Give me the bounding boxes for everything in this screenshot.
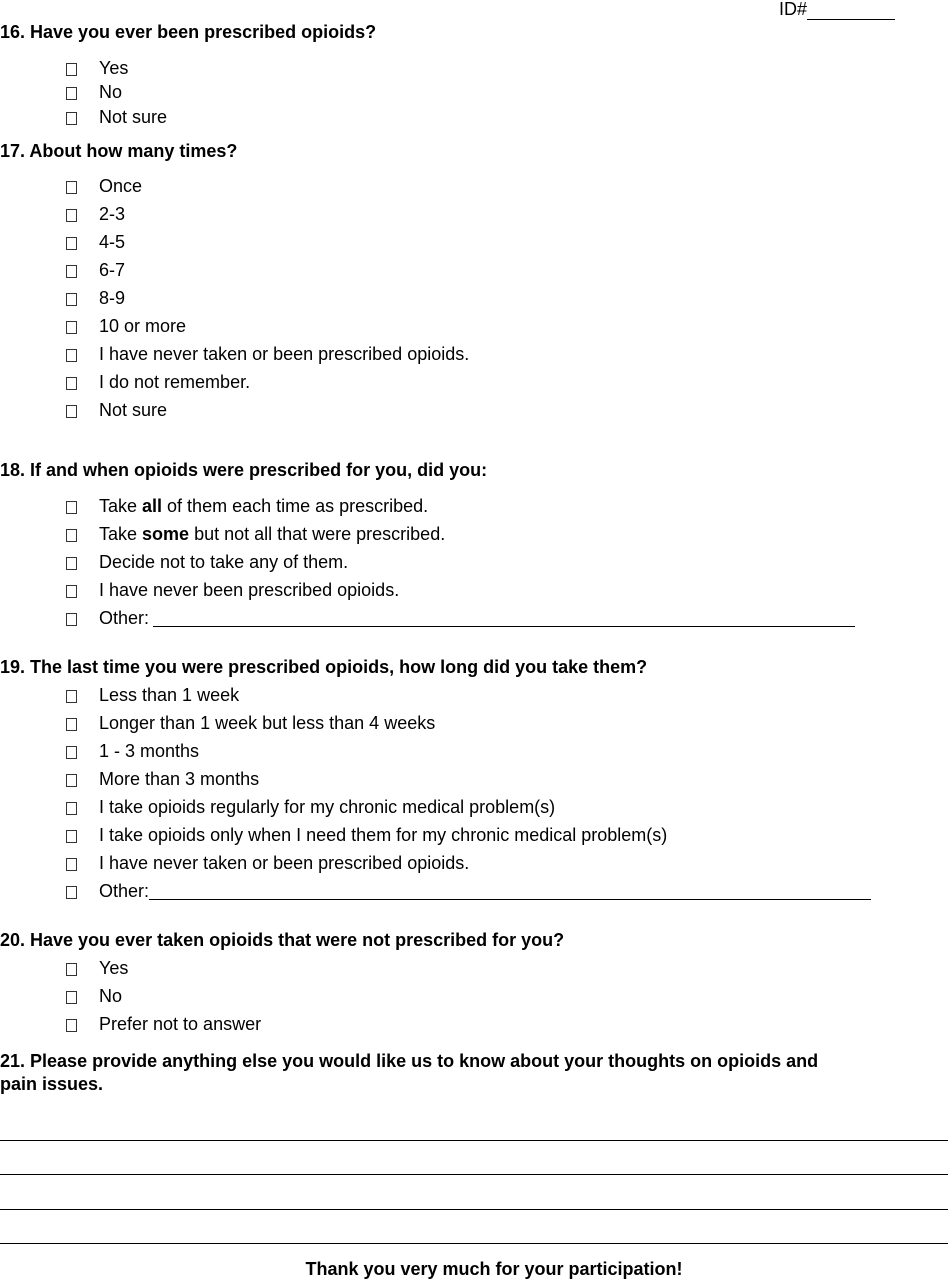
option-label: 4-5 [99, 231, 126, 252]
checkbox[interactable] [66, 963, 77, 976]
checkbox[interactable] [66, 501, 77, 514]
option-label: Less than 1 week [99, 684, 240, 705]
question-21-title-line2: pain issues. [0, 1074, 104, 1094]
option-label: Other: [99, 880, 150, 901]
checkbox[interactable] [66, 858, 77, 871]
option-label: Longer than 1 week but less than 4 weeks [99, 712, 436, 733]
q17-option[interactable] [66, 370, 250, 394]
thank-you-message: Thank you very much for your participation! [305, 1259, 683, 1279]
option-label-part: but not all that were prescribed. [189, 523, 446, 544]
q17-option[interactable] [66, 202, 125, 226]
option-label: No [99, 985, 123, 1006]
response-line[interactable] [0, 1209, 948, 1210]
other-text-line[interactable] [149, 882, 871, 900]
checkbox[interactable] [66, 181, 77, 194]
option-label-part: of them each time as prescribed. [162, 495, 429, 516]
response-line[interactable] [0, 1243, 948, 1244]
checkbox[interactable] [66, 87, 77, 100]
id-label: ID# [779, 0, 808, 19]
q17-option[interactable] [66, 314, 186, 338]
option-label: I have never taken or been prescribed opioids. [99, 852, 470, 873]
q18-option-other[interactable] [66, 606, 855, 630]
option-label: Yes [99, 957, 129, 978]
checkbox[interactable] [66, 1019, 77, 1032]
question-19-title: 19. The last time you were prescribed opioids, how long did you take them? [0, 657, 648, 677]
option-label [99, 524, 445, 545]
option-label: Prefer not to answer [99, 1013, 262, 1034]
option-label: I have never been prescribed opioids. [99, 579, 400, 600]
question-18-title: 18. If and when opioids were prescribed for you, did you: [0, 460, 488, 480]
checkbox[interactable] [66, 802, 77, 815]
option-label [99, 496, 428, 517]
q16-option-yes[interactable] [66, 56, 128, 80]
checkbox[interactable] [66, 349, 77, 362]
checkbox[interactable] [66, 377, 77, 390]
option-label: I take opioids regularly for my chronic medical problem(s) [99, 796, 556, 817]
q16-option-no[interactable] [66, 80, 122, 104]
checkbox[interactable] [66, 237, 77, 250]
other-text-line[interactable] [153, 609, 855, 627]
q19-option[interactable] [66, 683, 239, 707]
q17-option[interactable] [66, 342, 469, 366]
q17-option[interactable] [66, 398, 167, 422]
option-label: 6-7 [99, 259, 126, 280]
option-label: Not sure [99, 399, 168, 420]
checkbox[interactable] [66, 886, 77, 899]
checkbox[interactable] [66, 718, 77, 731]
response-line[interactable] [0, 1140, 948, 1141]
option-label-emphasis: some [142, 523, 190, 544]
q18-option[interactable] [66, 550, 348, 574]
q19-option[interactable] [66, 795, 555, 819]
id-field [779, 0, 895, 20]
q20-option-prefer-not[interactable] [66, 1012, 261, 1036]
question-16-title: 16. Have you ever been prescribed opioids? [0, 22, 377, 42]
option-label: 8-9 [99, 287, 126, 308]
option-label: Decide not to take any of them. [99, 551, 349, 572]
checkbox[interactable] [66, 529, 77, 542]
q18-option-some[interactable] [66, 522, 445, 546]
checkbox[interactable] [66, 265, 77, 278]
q16-option-not-sure[interactable] [66, 105, 167, 129]
option-label: More than 3 months [99, 768, 260, 789]
option-label: Once [99, 175, 143, 196]
q19-option[interactable] [66, 767, 259, 791]
option-label: 1 - 3 months [99, 740, 200, 761]
option-label: I do not remember. [99, 371, 251, 392]
q19-option[interactable] [66, 851, 469, 875]
question-21-title-line1: 21. Please provide anything else you would like us to know about your thoughts on opioids and [0, 1051, 819, 1071]
q19-option-other[interactable] [66, 879, 871, 903]
checkbox[interactable] [66, 209, 77, 222]
response-line[interactable] [0, 1174, 948, 1175]
checkbox[interactable] [66, 293, 77, 306]
q18-option[interactable] [66, 578, 399, 602]
q19-option[interactable] [66, 711, 435, 735]
checkbox[interactable] [66, 557, 77, 570]
option-label: I take opioids only when I need them for my chronic medical problem(s) [99, 824, 668, 845]
question-20-title: 20. Have you ever taken opioids that were not prescribed for you? [0, 930, 565, 950]
checkbox[interactable] [66, 830, 77, 843]
q17-option[interactable] [66, 230, 125, 254]
q18-option-all[interactable] [66, 494, 428, 518]
checkbox[interactable] [66, 405, 77, 418]
option-label: 2-3 [99, 203, 126, 224]
option-label: Other: [99, 607, 150, 628]
option-label-emphasis: all [142, 495, 163, 516]
option-label: Yes [99, 57, 129, 78]
checkbox[interactable] [66, 690, 77, 703]
checkbox[interactable] [66, 746, 77, 759]
q20-option-yes[interactable] [66, 956, 128, 980]
checkbox[interactable] [66, 63, 77, 76]
checkbox[interactable] [66, 321, 77, 334]
option-label: No [99, 81, 123, 102]
option-label-part: Take [99, 495, 143, 516]
checkbox[interactable] [66, 613, 77, 626]
question-17-title: 17. About how many times? [0, 141, 238, 161]
option-label-part: Take [99, 523, 143, 544]
q17-option[interactable] [66, 286, 125, 310]
q17-option[interactable] [66, 258, 125, 282]
checkbox[interactable] [66, 774, 77, 787]
option-label: I have never taken or been prescribed opioids. [99, 343, 470, 364]
checkbox[interactable] [66, 585, 77, 598]
checkbox[interactable] [66, 112, 77, 125]
q19-option[interactable] [66, 739, 199, 763]
option-label: 10 or more [99, 315, 187, 336]
checkbox[interactable] [66, 991, 77, 1004]
q19-option[interactable] [66, 823, 667, 847]
q17-option[interactable] [66, 174, 142, 198]
q20-option-no[interactable] [66, 984, 122, 1008]
option-label: Not sure [99, 106, 168, 127]
id-blank-line[interactable] [807, 3, 895, 20]
